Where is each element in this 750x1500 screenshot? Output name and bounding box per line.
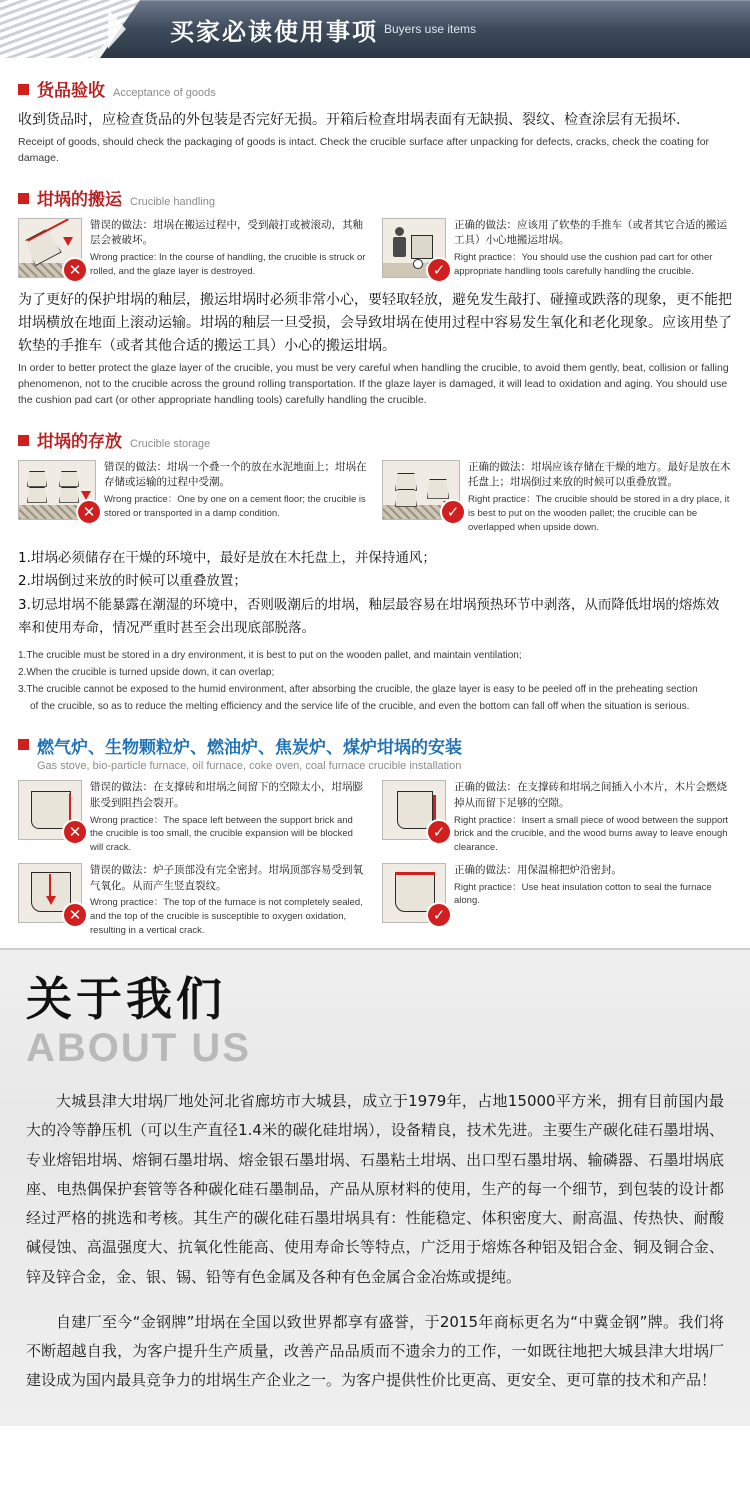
section-title-en: Crucible handling [130,195,215,208]
about-title-en: ABOUT US [26,1026,251,1071]
bullet-square-icon [18,193,29,204]
wrong-mark-badge: ✕ [62,819,88,845]
illustration-caption-en: Right practice：Use heat insulation cotton to seal the furnace along. [454,881,712,907]
illustration-caption-cn: 正确的做法：用保温棉把炉沿密封。 [454,863,622,876]
illustration-caption-en: Right practice：Insert a small piece of wood between the support brick and the crucible, and the wood burns away to leave enough clearance. [454,814,729,854]
illustration-image-sealed-with-cotton [382,863,446,923]
illustration-caption-cn: 正确的做法：在支撑砖和坩埚之间插入小木片，木片会燃烧掉从而留下足够的空隙。 [454,781,727,809]
bullet-square-icon [18,84,29,95]
page-banner [0,0,750,58]
illustration-image-unsealed-furnace-top [18,863,82,923]
wrong-mark-badge: ✕ [62,257,88,283]
illustration-image-stacked-on-floor [18,460,96,520]
illustration-image-rolling-crucible [18,218,82,278]
acceptance-body-cn: 收到货品时，应检查货品的外包装是否完好无损。开箱后检查坩埚表面有无缺损、裂纹、检查涂层有无损坏. [18,112,681,128]
section-title-cn: 货品验收 [37,81,105,101]
section-title-cn: 坩埚的搬运 [37,189,122,210]
about-us-section [0,948,750,1426]
list-item: of the crucible, so as to reduce the melting efficiency and the service life of the crucible, and even the bottom can fall off when the situation is serious. [30,701,690,713]
illustration-image-pallet-storage [382,460,460,520]
illustration-card [382,780,732,855]
wrong-mark-badge: ✕ [76,499,102,525]
illustration-caption-en: Right practice：You should use the cushion pad cart for other appropriate handling tools carefully handling the crucible. [454,252,713,277]
list-item: 2.When the crucible is turned upside down, it can overlap; [18,667,275,679]
illustration-caption-cn: 错误的做法：炉子顶部没有完全密封。坩埚顶部容易受到氧气氧化。从而产生竖直裂纹。 [90,863,363,892]
handling-body-en: In order to better protect the glaze layer of the crucible, you must be very careful when handling the crucible, to avoid them gently, beat, collision or falling phenomenon, not to the crucible across the ground rolling transportation. If the glaze layer is damaged, it will lead to oxidation and aging. You should use the cushion pad cart (or other appropriate handling tools) carefully handling the crucible. [18,361,729,407]
about-paragraph-2: 自建厂至今“金钢牌”坩埚在全国以致世界都享有盛誉，于2015年商标更名为“中冀金钢”牌。我们将不断超越自我，为客户提升生产质量，改善产品品质而不遗余力的工作，一如既往地把大城县津大坩埚厂建设成为国内最具竞争力的坩埚生产企业之一。为客户提供性价比更高、更安全、更可靠的技术和产品！ [26,1312,724,1390]
illustration-card [18,863,368,938]
list-item: 3.The crucible cannot be exposed to the humid environment, after absorbing the crucible, the glaze layer is easy to be peeled off in the preheating section [18,684,698,696]
about-title-cn: 关于我们 [26,971,226,1026]
illustration-caption-en: Wrong practice: In the course of handling, the crucible is struck or rolled, and the glaze layer is destroyed. [90,252,366,277]
illustration-card [382,863,732,938]
section-title-en: Gas stove, bio-particle furnace, oil furnace, coke oven, coal furnace crucible installation [37,760,462,773]
illustration-caption-cn: 错误的做法：坩埚一个叠一个的放在水泥地面上；坩埚在存储或运输的过程中受潮。 [104,460,367,489]
illustration-card [382,460,732,535]
illustration-card [18,780,368,855]
illustration-caption-en: Right practice：The crucible should be stored in a dry place, it is best to put on the wooden pallet; the crucible can be overlapped when upside down. [468,494,730,533]
illustration-image-tight-gap [18,780,82,840]
section-heading-installation [18,733,750,772]
right-mark-badge: ✓ [426,257,452,283]
banner-title-en: Buyers use items [384,22,477,36]
installation-illustrations-row-2 [18,863,732,938]
right-mark-badge: ✓ [426,819,452,845]
storage-illustrations [18,460,732,535]
section-title-en: Crucible storage [130,437,211,450]
illustration-card [382,218,732,279]
illustration-caption-en: Wrong practice：The top of the furnace is not completely sealed, and the top of the crucible is susceptible to oxygen oxidation, resulting in a vertical crack. [90,897,363,936]
list-item: 2.坩埚倒过来放的时候可以重叠放置； [18,573,247,590]
illustration-caption-cn: 错误的做法：坩埚在搬运过程中，受到敲打或被滚动，其釉层会被破坏。 [90,218,363,247]
about-paragraph-1: 大城县津大坩埚厂地处河北省廊坊市大城县，成立于1979年，占地15000平方米，拥有目前国内最大的冷等静压机（可以生产直径1.4米的碳化硅坩埚），设备精良，技术先进。主要生产碳化硅石墨坩埚、专业熔铝坩埚、熔铜石墨坩埚、熔金银石墨坩埚、石墨粘土坩埚、出口型石墨坩埚、输磷器、石墨坩埚底座、电热偶保护套管等各种碳化硅石墨制品，产品从原材料的使用，生产的每一个细节，到包装的设计都经过严格的挑选和考核。其生产的碳化硅石墨坩埚具有：性能稳定、体积密度大、耐高温、传热快、耐酸碱侵蚀、高温强度大、抗氧化性能高、使用寿命长等特点，广泛用于熔炼各种铝及铝合金、铜及铜合金、锌及锌合金，金、银、锡、铅等有色金属及各种有色金属合金冶炼或提纯。 [26,1092,724,1286]
section-title-cn: 坩埚的存放 [37,431,122,452]
illustration-caption-en: Wrong practice：One by one on a cement floor; the crucible is stored or transported in a damp condition. [104,494,366,519]
list-item: 1.The crucible must be stored in a dry environment, it is best to put on the wooden pallet, and maintain ventilation; [18,650,522,662]
wrong-mark-badge: ✕ [62,902,88,928]
section-heading-handling [18,185,750,210]
right-mark-badge: ✓ [440,499,466,525]
section-heading-acceptance [18,76,750,101]
list-item: 3.切忌坩埚不能暴露在潮湿的环境中，否则吸潮后的坩埚，釉层最容易在坩埚预热环节中剥落，从而降低坩埚的熔炼效率和使用寿命，情况严重时甚至会出现底部脱落。 [18,596,720,637]
illustration-caption-en: Wrong practice：The space left between the support brick and the crucible is too small, the crucible expansion will be blocked will crack. [90,814,353,854]
illustration-card [18,218,368,279]
installation-illustrations-row-1 [18,780,732,855]
section-title-en: Acceptance of goods [113,87,216,99]
right-mark-badge: ✓ [426,902,452,928]
banner-arrow-icon [108,9,126,49]
storage-list-en [18,647,732,715]
illustration-image-wood-spacer [382,780,446,840]
illustration-card [18,460,368,535]
list-item: 1.坩埚必须储存在干燥的环境中，最好是放在木托盘上，并保持通风； [18,549,436,566]
section-title-cn: 燃气炉、生物颗粒炉、燃油炉、焦炭炉、煤炉坩埚的安装 [37,738,462,759]
illustration-caption-cn: 错误的做法：在支撑砖和坩埚之间留下的空隙太小，坩埚膨胀受到阻挡会裂开。 [90,781,363,809]
bullet-square-icon [18,739,29,750]
illustration-caption-cn: 正确的做法：应该用了软垫的手推车（或者其它合适的搬运工具）小心地搬运坩埚。 [454,218,727,247]
acceptance-body-en: Receipt of goods, should check the packaging of goods is intact. Check the crucible surface after unpacking for defects, cracks, check the coating for damage. [18,136,710,165]
handling-body-cn: 为了更好的保护坩埚的釉层，搬运坩埚时必须非常小心，要轻取轻放，避免发生敲打、碰撞或跌落的现象，更不能把坩埚横放在地面上滚动运输。坩埚的釉层一旦受损，会导致坩埚在使用过程中容易发生氧化和老化现象。应该用垫了软垫的手推车（或者其他合适的搬运工具）小心的搬运坩埚。 [18,291,732,354]
bullet-square-icon [18,435,29,446]
handling-illustrations [18,218,732,279]
banner-title-cn: 买家必读使用事项 [170,17,378,46]
section-heading-storage [18,427,750,452]
illustration-image-cart-handling [382,218,446,278]
illustration-caption-cn: 正确的做法：坩埚应该存储在干燥的地方。最好是放在木托盘上；坩埚倒过来放的时候可以重叠放置。 [468,460,731,489]
storage-list-cn [18,547,732,642]
